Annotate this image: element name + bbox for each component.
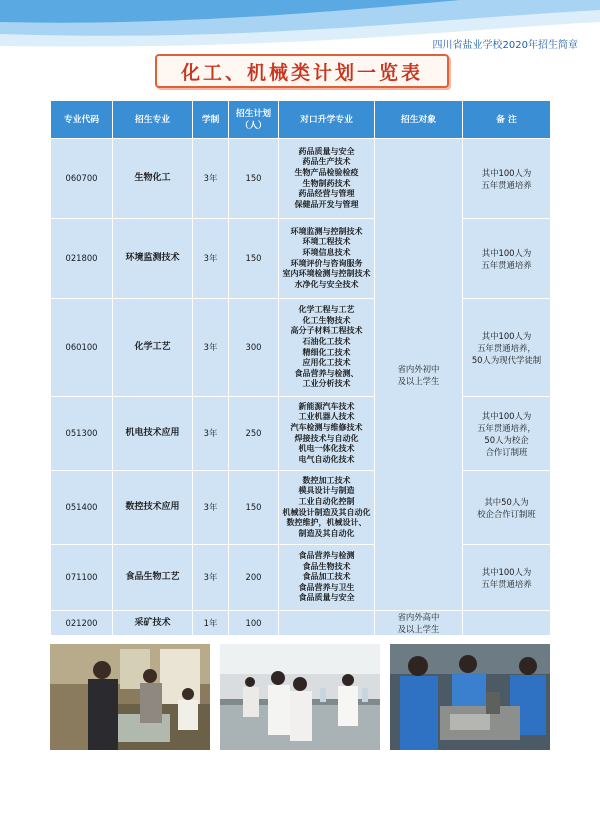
cell-plan: 150 bbox=[229, 219, 279, 299]
cell-line: 化工生物技术 bbox=[302, 315, 351, 325]
cell-code: 071100 bbox=[51, 545, 113, 611]
cell-further-majors bbox=[279, 299, 375, 397]
cell-plan: 150 bbox=[229, 139, 279, 219]
cell-line: 省内外初中 bbox=[397, 363, 440, 374]
cell-line: 食品加工技术 bbox=[302, 572, 351, 582]
table-row bbox=[51, 299, 551, 397]
cell-line: 50人为校企 bbox=[484, 434, 529, 445]
cell-target-main bbox=[375, 139, 463, 611]
cell-line: 高分子材料工程技术 bbox=[290, 326, 363, 336]
cell-note bbox=[463, 219, 551, 299]
cell-code: 060100 bbox=[51, 299, 113, 397]
cell-further-majors bbox=[279, 139, 375, 219]
cell-major: 数控技术应用 bbox=[113, 471, 193, 545]
cell-note bbox=[463, 611, 551, 636]
cell-line: 室内环境检测与控制技术 bbox=[282, 269, 371, 279]
cell-line: 数控维护，机械设计、 bbox=[286, 518, 367, 528]
cell-years: 3年 bbox=[193, 219, 229, 299]
table-row bbox=[51, 611, 551, 636]
cell-note bbox=[463, 397, 551, 471]
cell-code: 060700 bbox=[51, 139, 113, 219]
cell-line: 五年贯通培养 bbox=[481, 578, 532, 589]
table-row bbox=[51, 219, 551, 299]
cell-years: 3年 bbox=[193, 545, 229, 611]
cell-line: 精细化工技术 bbox=[302, 347, 351, 357]
cell-years: 1年 bbox=[193, 611, 229, 636]
cell-line: 其中50人为 bbox=[484, 496, 529, 507]
cell-line: 新能源汽车技术 bbox=[298, 401, 355, 411]
col-header-years: 学制 bbox=[193, 101, 229, 139]
cell-line: 生物制药技术 bbox=[302, 178, 351, 188]
cell-line: 保健品开发与管理 bbox=[294, 199, 359, 209]
cell-line: 其中100人为 bbox=[481, 330, 532, 341]
cell-line: 机电一体化技术 bbox=[298, 444, 355, 454]
cell-further-majors bbox=[279, 219, 375, 299]
cell-line: 环境监测与控制技术 bbox=[290, 226, 363, 236]
cell-line: 食品营养与检测、 bbox=[294, 368, 359, 378]
cell-target-last bbox=[375, 611, 463, 636]
table-header-row bbox=[51, 101, 551, 139]
cell-major: 化学工艺 bbox=[113, 299, 193, 397]
cell-plan: 200 bbox=[229, 545, 279, 611]
cell-note bbox=[463, 299, 551, 397]
col-header-code: 专业代码 bbox=[51, 101, 113, 139]
photo-chemistry-lab bbox=[220, 644, 380, 750]
cell-line: 工业机器人技术 bbox=[298, 412, 355, 422]
cell-line: 五年贯通培养， bbox=[477, 342, 536, 353]
cell-major: 采矿技术 bbox=[113, 611, 193, 636]
cell-note bbox=[463, 471, 551, 545]
cell-major: 食品生物工艺 bbox=[113, 545, 193, 611]
cell-line: 食品营养与卫生 bbox=[298, 582, 355, 592]
photo-classroom-demo bbox=[50, 644, 210, 750]
cell-line: 焊接技术与自动化 bbox=[294, 433, 359, 443]
cell-code: 021800 bbox=[51, 219, 113, 299]
cell-line: 五年贯通培养 bbox=[481, 259, 532, 270]
photo-strip bbox=[50, 644, 550, 750]
cell-line: 其中100人为 bbox=[481, 566, 532, 577]
cell-line: 其中100人为 bbox=[481, 247, 532, 258]
cell-line: 五年贯通培养， bbox=[477, 422, 536, 433]
cell-major: 环境监测技术 bbox=[113, 219, 193, 299]
school-header: 四川省盐业学校2020年招生简章 bbox=[432, 40, 578, 51]
cell-line: 药品生产技术 bbox=[302, 157, 351, 167]
cell-years: 3年 bbox=[193, 471, 229, 545]
cell-line: 环境工程技术 bbox=[302, 237, 351, 247]
cell-line: 及以上学生 bbox=[397, 624, 440, 634]
col-header-note: 备 注 bbox=[463, 101, 551, 139]
page-title-box bbox=[155, 54, 449, 88]
page-title: 化工、机械类计划一览表 bbox=[180, 61, 423, 84]
col-header-further: 对口升学专业 bbox=[279, 101, 375, 139]
cell-line: 环境评价与咨询服务 bbox=[290, 258, 363, 268]
col-header-plan: 招生计划 （人） bbox=[229, 101, 279, 139]
cell-code: 051400 bbox=[51, 471, 113, 545]
cell-line: 应用化工技术 bbox=[302, 358, 351, 368]
cell-plan: 250 bbox=[229, 397, 279, 471]
cell-line: 合作订制班 bbox=[485, 446, 528, 457]
cell-line: 数控加工技术 bbox=[302, 475, 351, 485]
cell-line: 50人为现代学徒制 bbox=[471, 354, 542, 365]
cell-note bbox=[463, 545, 551, 611]
table-row bbox=[51, 397, 551, 471]
cell-line: 其中100人为 bbox=[481, 167, 532, 178]
cell-years: 3年 bbox=[193, 139, 229, 219]
cell-line: 石油化工技术 bbox=[302, 336, 351, 346]
cell-line: 其中100人为 bbox=[481, 410, 532, 421]
cell-plan: 300 bbox=[229, 299, 279, 397]
cell-line: 药品经营与管理 bbox=[298, 189, 355, 199]
cell-line: 机械设计制造及其自动化 bbox=[282, 507, 371, 517]
cell-further-majors bbox=[279, 611, 375, 636]
cell-line: 环境信息技术 bbox=[302, 247, 351, 257]
cell-further-majors bbox=[279, 397, 375, 471]
cell-line: 化学工程与工艺 bbox=[298, 305, 355, 315]
cell-further-majors bbox=[279, 471, 375, 545]
cell-code: 021200 bbox=[51, 611, 113, 636]
cell-major: 机电技术应用 bbox=[113, 397, 193, 471]
cell-years: 3年 bbox=[193, 299, 229, 397]
cell-code: 051300 bbox=[51, 397, 113, 471]
photo-machining-workshop bbox=[390, 644, 550, 750]
cell-plan: 150 bbox=[229, 471, 279, 545]
cell-note bbox=[463, 139, 551, 219]
cell-line: 省内外高中 bbox=[397, 612, 440, 622]
cell-line: 及以上学生 bbox=[397, 375, 440, 386]
table-row bbox=[51, 545, 551, 611]
cell-line: 药品质量与安全 bbox=[298, 146, 355, 156]
cell-plan: 100 bbox=[229, 611, 279, 636]
cell-line: 电气自动化技术 bbox=[298, 454, 355, 464]
col-header-major: 招生专业 bbox=[113, 101, 193, 139]
cell-line: 五年贯通培养 bbox=[481, 179, 532, 190]
cell-major: 生物化工 bbox=[113, 139, 193, 219]
enrollment-plan-table bbox=[50, 100, 551, 636]
cell-line: 工业自动化控制 bbox=[298, 496, 355, 506]
cell-further-majors bbox=[279, 545, 375, 611]
col-header-target: 招生对象 bbox=[375, 101, 463, 139]
cell-years: 3年 bbox=[193, 397, 229, 471]
cell-line: 食品营养与检测 bbox=[298, 551, 355, 561]
cell-line: 制造及其自动化 bbox=[298, 528, 355, 538]
cell-line: 生物产品检验检疫 bbox=[294, 167, 359, 177]
table-row bbox=[51, 471, 551, 545]
table-row bbox=[51, 139, 551, 219]
cell-line: 食品质量与安全 bbox=[298, 593, 355, 603]
cell-line: 水净化与安全技术 bbox=[294, 279, 359, 289]
header-swoosh-decoration bbox=[0, 0, 600, 60]
cell-line: 模具设计与制造 bbox=[298, 486, 355, 496]
cell-line: 食品生物技术 bbox=[302, 561, 351, 571]
cell-line: 工业分析技术 bbox=[302, 379, 351, 389]
cell-line: 汽车检测与维修技术 bbox=[290, 422, 363, 432]
cell-line: 校企合作订制班 bbox=[477, 508, 536, 519]
